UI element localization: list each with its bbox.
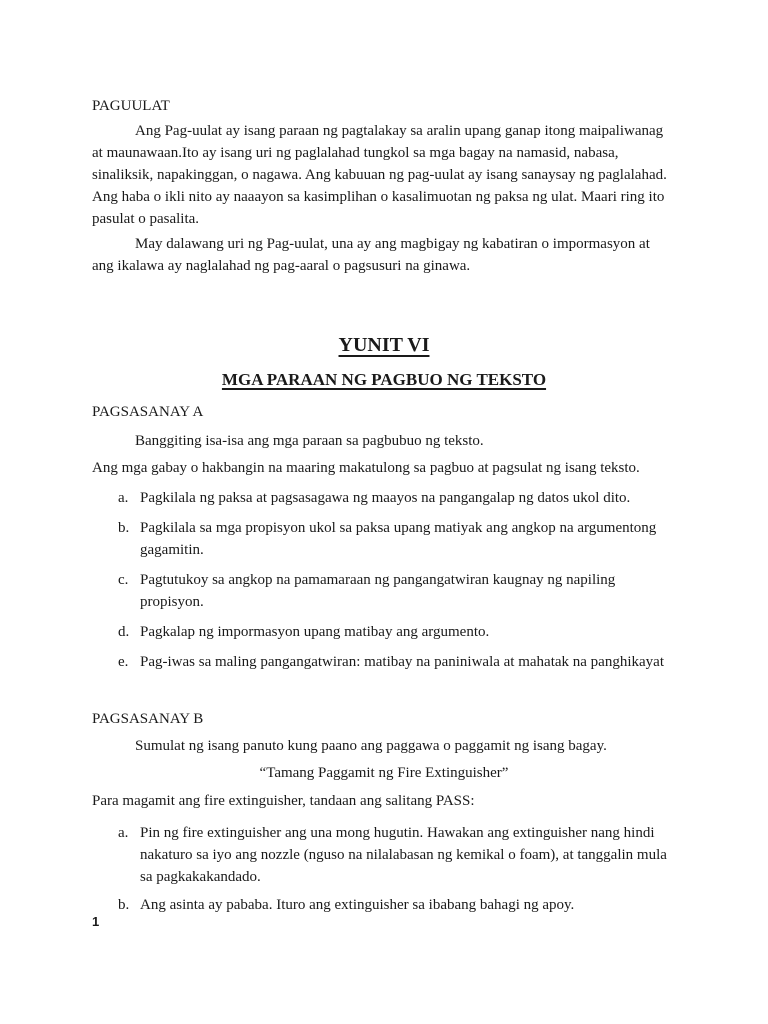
section-b-list — [118, 822, 692, 922]
list-item-text: Pagkilala ng paksa at pagsasagawa ng maayos na pangangalap ng datos ukol dito. — [140, 490, 631, 506]
list-item-text: Pin ng fire extinguisher ang una mong hugutin. Hawakan ang extinguisher nang hindi nakaturo sa iyo ang nozzle (nguso na nilalabasan ng kemikal o foam), at tanggalin mula sa pagkakakandado. — [140, 825, 667, 885]
section-b-quote-title: “Tamang Paggamit ng Fire Extinguisher” — [259, 765, 509, 781]
list-item-label: b. — [118, 897, 130, 913]
list-item-label: b. — [118, 520, 130, 536]
section-b-intro: Para magamit ang fire extinguisher, tandaan ang salitang PASS: — [92, 793, 475, 809]
list-item-text: Pagkilala sa mga propisyon ukol sa paksa upang matiyak ang angkop na argumentong gagamitin. — [140, 520, 657, 558]
list-item-label: a. — [118, 825, 129, 841]
section-a-heading: PAGSASANAY A — [92, 404, 204, 420]
list-item-text: Ang asinta ay pababa. Ituro ang extinguisher sa ibabang bahagi ng apoy. — [140, 897, 575, 913]
list-item-text: Pagtutukoy sa angkop na pamamaraan ng pangangatwiran kaugnay ng napiling propisyon. — [140, 572, 616, 610]
list-item-label: d. — [118, 624, 130, 640]
list-item — [118, 894, 692, 916]
list-item — [118, 822, 692, 888]
list-item — [118, 651, 692, 673]
page-number: 1 — [92, 914, 100, 929]
section-a-list — [118, 487, 692, 681]
list-item-label: c. — [118, 572, 129, 588]
unit-subheading: MGA PARAAN NG PAGBUO NG TEKSTO — [221, 370, 547, 389]
list-item — [118, 487, 692, 509]
section-a-instruction: Banggiting isa-isa ang mga paraan sa pagbubuo ng teksto. — [135, 433, 484, 449]
list-item — [118, 517, 692, 561]
unit-heading: YUNIT VI — [338, 334, 430, 356]
document-title: PAGUULAT — [92, 98, 170, 114]
intro-paragraph-2: May dalawang uri ng Pag-uulat, una ay ang magbigay ng kabatiran o impormasyon at ang ikalawa ay naglalahad ng pag-aaral o pagsusuri na ginawa. — [92, 236, 650, 274]
section-a-intro: Ang mga gabay o hakbangin na maaring makatulong sa pagbuo at pagsulat ng isang teksto. — [92, 460, 640, 476]
list-item-text: Pag-iwas sa maling pangangatwiran: matibay na paniniwala at mahatak na panghikayat — [140, 654, 664, 670]
intro-paragraph-1: Ang Pag-uulat ay isang paraan ng pagtalakay sa aralin upang ganap itong maipaliwanag at maunawaan.Ito ay isang uri ng paglalahad tungkol sa mga bagay na namasid, nabasa, sinaliksik, napakinggan, o nagawa. Ang kabuuan ng pag-uulat ay isang sanaysay ng paglalahad. Ang haba o ikli nito ay naaayon sa kasimplihan o kasalimuotan ng paksa ng ulat. Maari ring ito pasulat o pasalita. — [92, 123, 667, 227]
section-b-heading: PAGSASANAY B — [92, 711, 204, 727]
list-item — [118, 569, 692, 613]
section-b-instruction: Sumulat ng isang panuto kung paano ang paggawa o paggamit ng isang bagay. — [135, 738, 607, 754]
list-item-label: e. — [118, 654, 129, 670]
list-item-text: Pagkalap ng impormasyon upang matibay ang argumento. — [140, 624, 490, 640]
list-item-label: a. — [118, 490, 129, 506]
list-item — [118, 621, 692, 643]
